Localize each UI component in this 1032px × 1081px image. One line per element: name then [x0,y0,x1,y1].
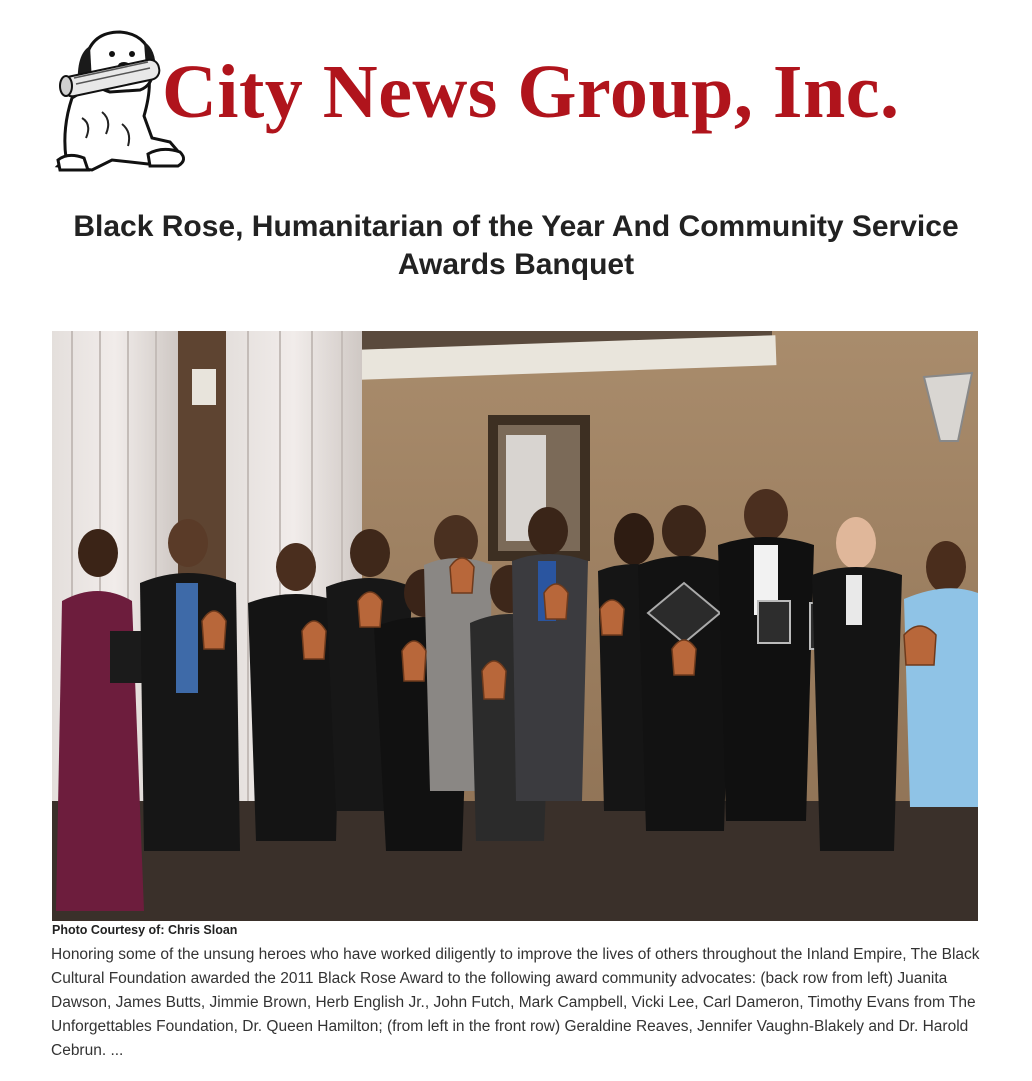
brand-name[interactable]: City News Group, Inc. [162,50,900,134]
article-headline: Black Rose, Humanitarian of the Year And Community Service Awards Banquet [73,210,959,281]
award-group-photo [52,331,978,921]
photo-caption: Honoring some of the unsung heroes who have worked diligently to improve the lives of others throughout the Inland Empire, The Black Cultural Foundation awarded the 2011 Black Rose Award to the following award community advocates: (back row from left) Juanita Dawson, James Butts, Jimmie Brown, Herb English Jr., John Futch, Mark Campbell, Vicki Lee, Carl Dameron, Timothy Evans from The Unforgettables Foundation, Dr. Queen Hamilton; (from left in the front row) Geraldine Reaves, Jennifer Vaughn-Blakely and Dr. Harold Cebrun. ... [51,946,980,1059]
photo-illustration [52,331,978,921]
photo-credit: Photo Courtesy of: Chris Sloan [52,923,238,937]
masthead [52,28,982,176]
